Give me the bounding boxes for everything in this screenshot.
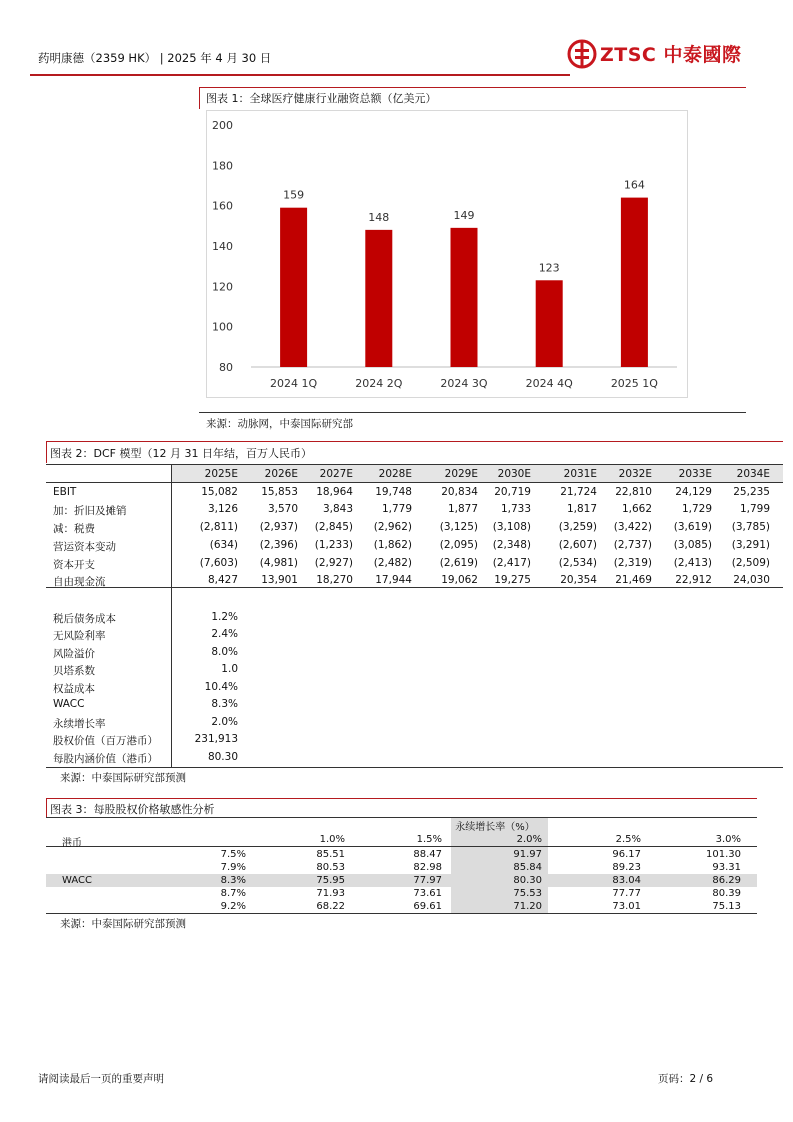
dcf-year-header: 2033E [678,468,712,480]
dcf-cell: (2,396) [259,539,298,551]
dcf-cell: (2,737) [613,539,652,551]
bar [451,228,478,367]
dcf-cell: (3,785) [731,521,770,533]
sensitivity-cell: 73.01 [612,901,641,912]
dcf-cell: (1,233) [314,539,353,551]
sensitivity-cell: 93.31 [712,862,741,873]
dcf-cell: (4,981) [259,557,298,569]
dcf-cell: 24,129 [675,486,712,498]
assumption-label: 贝塔系数 [53,665,95,677]
dcf-cell: 21,724 [560,486,597,498]
sensitivity-cell: 80.53 [316,862,345,873]
dcf-year-header: 2025E [204,468,238,480]
page-indicator: 页码：2 / 6 [658,1073,714,1085]
sensitivity-cell: 85.51 [316,849,345,860]
dcf-cell: (3,259) [558,521,597,533]
dcf-row-label: 资本开支 [53,559,95,571]
sensitivity-cell: 73.61 [413,888,442,899]
dcf-cell: (2,319) [613,557,652,569]
dcf-cell: 8,427 [207,574,238,586]
figure1-left-rule [199,87,200,109]
dcf-cell: 24,030 [733,574,770,586]
data-label: 149 [453,208,475,222]
dcf-cell: (1,862) [373,539,412,551]
dcf-cell: 3,843 [322,503,353,515]
dcf-cell: (2,534) [558,557,597,569]
figure2-title: 图表 2：DCF 模型（12 月 31 日年结，百万人民币） [50,447,312,460]
figure1-top-rule [199,87,746,88]
sensitivity-cell: 77.77 [612,888,641,899]
assumption-label: 权益成本 [53,683,95,695]
growth-rate-header: 3.0% [715,834,741,845]
dcf-cell: (2,095) [439,539,478,551]
bar [536,280,563,367]
dcf-cell: 21,469 [615,574,652,586]
dcf-cell: 1,877 [447,503,478,515]
bar [365,230,392,367]
figure1-source: 来源：动脉网，中泰国际研究部 [206,418,353,430]
dcf-cell: 19,062 [441,574,478,586]
dcf-cell: 1,779 [381,503,412,515]
dcf-cell: (3,085) [673,539,712,551]
figure3-title: 图表 3：每股股权价格敏感性分析 [50,803,215,816]
dcf-cell: (2,962) [373,521,412,533]
wacc-row-label: 8.7% [220,888,246,899]
sensitivity-cell: 80.30 [513,875,542,886]
assumption-value: 1.2% [211,611,238,623]
assumption-label: 股权价值（百万港币） [53,735,158,747]
assumption-label: WACC [53,698,85,710]
dcf-cell: 19,275 [494,574,531,586]
assumption-value: 10.4% [204,681,238,693]
figure3-source: 来源：中泰国际研究部预测 [60,918,186,930]
dcf-cell: 20,834 [441,486,478,498]
data-label: 164 [623,178,645,192]
figure3-title-rule [46,817,757,818]
sensitivity-cell: 69.61 [413,901,442,912]
bar [621,198,648,367]
y-tick-label: 100 [212,320,233,334]
x-tick-label: 2024 4Q [525,377,573,390]
dcf-cell: (3,108) [492,521,531,533]
wacc-group-label: WACC [62,875,92,886]
dcf-cell: 19,748 [375,486,412,498]
dcf-cell: (2,348) [492,539,531,551]
figure1-chart [206,110,688,398]
dcf-cell: (7,603) [199,557,238,569]
wacc-row-label: 8.3% [220,875,246,886]
dcf-section-rule [46,587,783,588]
assumption-label: 每股内涵价值（港币） [53,753,158,765]
data-label: 159 [283,188,305,202]
sensitivity-cell: 82.98 [413,862,442,873]
assumption-value: 2.0% [211,716,238,728]
dcf-cell: 17,944 [375,574,412,586]
dcf-cell: (3,125) [439,521,478,533]
dcf-cell: (634) [209,539,238,551]
data-label: 123 [538,261,560,275]
x-tick-label: 2024 2Q [355,377,403,390]
dcf-cell: (2,619) [439,557,478,569]
dcf-cell: (3,422) [613,521,652,533]
assumption-value: 231,913 [194,733,238,745]
figure3-header-rule [46,846,757,847]
growth-group-label: 永续增长率（%） [455,822,535,833]
sensitivity-cell: 71.20 [513,901,542,912]
y-tick-label: 200 [212,119,233,132]
bar [280,208,307,367]
figure3-bottom-rule [46,913,757,914]
report-header: 药明康德（2359 HK） | 2025 年 4 月 30 日 [38,51,272,65]
assumption-value: 1.0 [221,663,238,675]
y-tick-label: 180 [212,159,233,173]
dcf-cell: (2,937) [259,521,298,533]
sensitivity-cell: 68.22 [316,901,345,912]
dcf-cell: 15,853 [261,486,298,498]
dcf-row-label: 减：税费 [53,523,95,535]
dcf-cell: (2,413) [673,557,712,569]
logo-wordmark: ZTSC 中泰國際 [600,44,742,66]
sensitivity-cell: 88.47 [413,849,442,860]
assumption-label: 税后债务成本 [53,613,116,625]
figure2-left-rule [46,441,47,463]
footer-disclaimer: 请阅读最后一页的重要声明 [38,1073,164,1085]
sensitivity-cell: 85.84 [513,862,542,873]
dcf-year-header: 2029E [444,468,478,480]
dcf-year-header: 2034E [736,468,770,480]
dcf-cell: 3,126 [207,503,238,515]
dcf-header-rule [46,482,783,483]
dcf-cell: 1,799 [739,503,770,515]
sensitivity-cell: 96.17 [612,849,641,860]
figure3-left-rule [46,798,47,818]
x-tick-label: 2024 3Q [440,377,488,390]
dcf-cell: 1,662 [621,503,652,515]
figure2-top-rule [46,441,783,442]
assumption-label: 风险溢价 [53,648,95,660]
assumption-label: 无风险利率 [53,630,106,642]
dcf-cell: 15,082 [201,486,238,498]
growth-rate-header: 2.5% [615,834,641,845]
y-tick-label: 160 [212,199,233,213]
dcf-year-header: 2026E [264,468,298,480]
dcf-row-label: 加：折旧及摊销 [53,505,127,517]
dcf-cell: (2,811) [199,521,238,533]
sensitivity-cell: 75.95 [316,875,345,886]
dcf-cell: 13,901 [261,574,298,586]
growth-rate-header: 1.0% [319,834,345,845]
dcf-cell: (2,417) [492,557,531,569]
figure3-top-rule [46,798,757,799]
dcf-cell: (2,509) [731,557,770,569]
dcf-cell: (3,291) [731,539,770,551]
dcf-year-header: 2032E [618,468,652,480]
dcf-year-header: 2027E [319,468,353,480]
sensitivity-cell: 80.39 [712,888,741,899]
figure1-title: 图表 1：全球医疗健康行业融资总额（亿美元） [206,92,437,105]
growth-rate-header: 1.5% [416,834,442,845]
wacc-row-label: 7.9% [220,862,246,873]
assumption-label: 永续增长率 [53,718,106,730]
assumption-value: 2.4% [211,628,238,640]
dcf-cell: 25,235 [733,486,770,498]
x-tick-label: 2024 1Q [270,377,318,390]
figure2-source: 来源：中泰国际研究部预测 [60,772,186,784]
dcf-cell: (2,607) [558,539,597,551]
sensitivity-cell: 101.30 [706,849,741,860]
growth-rate-header: 2.0% [516,834,542,845]
assumption-value: 8.0% [211,646,238,658]
dcf-year-header: 2028E [378,468,412,480]
dcf-cell: 22,810 [615,486,652,498]
dcf-row-label: EBIT [53,486,77,498]
assumption-value: 8.3% [211,698,238,710]
ztsc-logo-icon [566,36,602,72]
dcf-cell: (2,482) [373,557,412,569]
y-tick-label: 80 [219,361,233,374]
dcf-row-label: 自由现金流 [53,576,106,588]
dcf-cell: 3,570 [267,503,298,515]
figure1-bottom-rule [199,412,746,413]
bar-chart [207,111,687,397]
sensitivity-cell: 89.23 [612,862,641,873]
assumption-value: 80.30 [207,751,238,763]
y-tick-label: 140 [212,240,233,253]
dcf-cell: 18,964 [316,486,353,498]
dcf-cell: 1,817 [566,503,597,515]
dcf-cell: 1,733 [500,503,531,515]
wacc-row-label: 7.5% [220,849,246,860]
dcf-bottom-rule [46,767,783,768]
data-label: 148 [368,210,390,224]
header-rule [30,74,570,76]
dcf-cell: 20,719 [494,486,531,498]
dcf-cell: (2,845) [314,521,353,533]
dcf-cell: 20,354 [560,574,597,586]
sensitivity-cell: 71.93 [316,888,345,899]
dcf-row-label: 营运资本变动 [53,541,116,553]
wacc-row-label: 9.2% [220,901,246,912]
dcf-year-header: 2031E [563,468,597,480]
dcf-cell: (2,927) [314,557,353,569]
dcf-year-header: 2030E [497,468,531,480]
dcf-cell: 1,729 [681,503,712,515]
y-tick-label: 120 [212,280,233,294]
x-tick-label: 2025 1Q [610,377,658,390]
sensitivity-cell: 77.97 [413,875,442,886]
dcf-cell: 18,270 [316,574,353,586]
corner-label: 港币 [62,838,82,849]
dcf-cell: (3,619) [673,521,712,533]
sensitivity-cell: 86.29 [712,875,741,886]
sensitivity-cell: 75.13 [712,901,741,912]
dcf-cell: 22,912 [675,574,712,586]
sensitivity-cell: 75.53 [513,888,542,899]
sensitivity-cell: 83.04 [612,875,641,886]
sensitivity-cell: 91.97 [513,849,542,860]
